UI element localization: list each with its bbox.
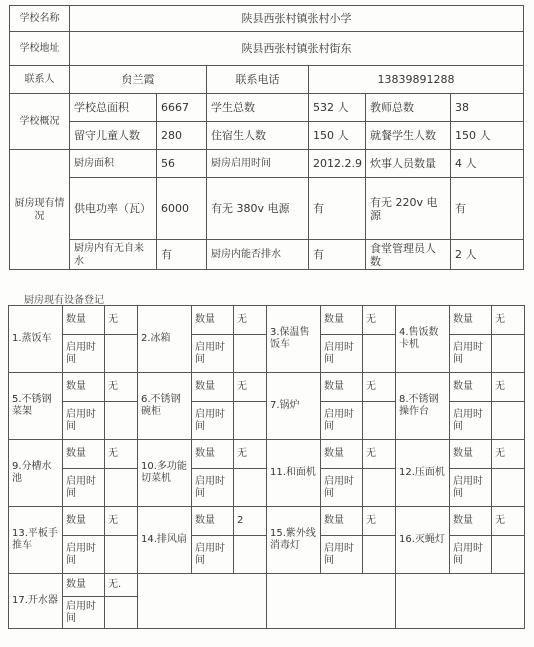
start-date-value [105,469,138,507]
quantity-label: 数量 [192,373,234,402]
dining-label: 就餐学生人数 [366,122,451,150]
quantity-label: 数量 [450,373,492,402]
start-date-value [105,335,138,373]
kitchen-label: 厨房现有情况 [10,150,70,270]
quantity-label: 数量 [63,440,105,469]
cooks: 4 人 [451,150,524,178]
start-date-value [105,597,138,629]
start-date-label: 启用时间 [63,469,105,507]
quantity-value: 无 [363,306,396,335]
boarding: 150 人 [309,122,366,150]
quantity-label: 数量 [192,440,234,469]
start-date-label: 启用时间 [63,402,105,440]
equipment-name: 1.蒸饭车 [9,306,63,373]
water-label: 厨房内有无自来水 [70,240,157,270]
quantity-value: 无. [105,574,138,597]
quantity-label: 数量 [321,306,363,335]
quantity-value: 无 [234,306,267,335]
quantity-value: 2 [234,507,267,536]
teachers-label: 教师总数 [366,94,451,122]
start-date-value [234,335,267,373]
address-label: 学校地址 [10,32,70,66]
start-date-value [105,536,138,574]
v380: 有 [309,178,366,240]
quantity-value: 无 [492,373,525,402]
school-info-table [9,5,524,270]
start-date-value [234,536,267,574]
equipment-name: 7.锅炉 [267,373,321,440]
school-name: 陕县西张村镇张村小学 [70,6,524,32]
start-date-label: 启用时间 [192,402,234,440]
area-label: 学校总面积 [70,94,157,122]
drain-label: 厨房内能否排水 [207,240,309,270]
quantity-label: 数量 [321,440,363,469]
kitchen-date: 2012.2.9 [309,150,366,178]
start-date-label: 启用时间 [63,536,105,574]
quantity-label: 数量 [63,306,105,335]
school-name-label: 学校名称 [10,6,70,32]
drain: 有 [309,240,366,270]
empty-cell [396,574,525,629]
quantity-value: 无 [105,306,138,335]
start-date-label: 启用时间 [63,335,105,373]
students: 532 人 [309,94,366,122]
start-date-value [492,402,525,440]
start-date-value [234,469,267,507]
quantity-label: 数量 [450,507,492,536]
v220-label: 有无 220v 电源 [366,178,451,240]
quantity-value: 无 [363,373,396,402]
area: 6667 [157,94,207,122]
start-date-label: 启用时间 [450,536,492,574]
power: 6000 [157,178,207,240]
start-date-value [234,402,267,440]
equipment-name: 11.和面机 [267,440,321,507]
quantity-label: 数量 [192,306,234,335]
quantity-label: 数量 [63,507,105,536]
quantity-label: 数量 [192,507,234,536]
empty-cell [138,574,267,629]
equipment-name: 6.不锈钢碗柜 [138,373,192,440]
kitchen-area: 56 [157,150,207,178]
equipment-table [8,305,525,629]
contact-label: 联系人 [10,66,70,94]
quantity-label: 数量 [321,507,363,536]
start-date-label: 启用时间 [63,597,105,629]
left-behind: 280 [157,122,207,150]
quantity-label: 数量 [450,440,492,469]
teachers: 38 [451,94,524,122]
canteen-label: 食堂管理员人数 [366,240,451,270]
start-date-value [492,335,525,373]
equipment-name: 16.灭蝇灯 [396,507,450,574]
quantity-value: 无 [492,440,525,469]
contact: 贠兰霞 [70,66,207,94]
start-date-label: 启用时间 [450,469,492,507]
equipment-name: 5.不锈钢菜架 [9,373,63,440]
quantity-label: 数量 [63,574,105,597]
equipment-name: 15.紫外线消毒灯 [267,507,321,574]
quantity-label: 数量 [63,373,105,402]
quantity-value: 无 [234,440,267,469]
quantity-value: 无 [234,373,267,402]
start-date-label: 启用时间 [321,402,363,440]
quantity-value: 无 [492,306,525,335]
start-date-label: 启用时间 [192,536,234,574]
quantity-value: 无 [363,507,396,536]
start-date-value [363,335,396,373]
equipment-name: 3.保温售饭车 [267,306,321,373]
start-date-label: 启用时间 [192,335,234,373]
quantity-value: 无 [105,507,138,536]
left-behind-label: 留守儿童人数 [70,122,157,150]
equipment-name: 12.压面机 [396,440,450,507]
v220: 有 [451,178,524,240]
power-label: 供电功率（瓦） [70,178,157,240]
cooks-label: 炊事人员数量 [366,150,451,178]
kitchen-date-label: 厨房启用时间 [207,150,309,178]
equipment-name: 4.售饭数卡机 [396,306,450,373]
equipment-name: 9.分槽水池 [9,440,63,507]
equipment-name: 10.多功能切菜机 [138,440,192,507]
quantity-value: 无 [105,373,138,402]
phone-label: 联系电话 [207,66,309,94]
start-date-label: 启用时间 [192,469,234,507]
start-date-label: 启用时间 [321,536,363,574]
quantity-value: 无 [492,507,525,536]
start-date-value [363,469,396,507]
start-date-value [492,536,525,574]
equipment-title: 厨房现有设备登记 [24,295,104,306]
quantity-label: 数量 [321,373,363,402]
equipment-name: 8.不锈钢操作台 [396,373,450,440]
quantity-label: 数量 [450,306,492,335]
overview-label: 学校概况 [10,94,70,150]
phone: 13839891288 [309,66,524,94]
start-date-value [105,402,138,440]
start-date-label: 启用时间 [450,335,492,373]
quantity-value: 无 [105,440,138,469]
boarding-label: 住宿生人数 [207,122,309,150]
students-label: 学生总数 [207,94,309,122]
start-date-value [492,469,525,507]
equipment-name: 14.排风扇 [138,507,192,574]
address: 陕县西张村镇张村街东 [70,32,524,66]
water: 有 [157,240,207,270]
dining: 150 人 [451,122,524,150]
empty-cell [267,574,396,629]
equipment-name: 13.平板手推车 [9,507,63,574]
start-date-label: 启用时间 [450,402,492,440]
canteen: 2 人 [451,240,524,270]
start-date-value [363,402,396,440]
kitchen-area-label: 厨房面积 [70,150,157,178]
v380-label: 有无 380v 电源 [207,178,309,240]
equipment-name: 17.开水器 [9,574,63,629]
start-date-label: 启用时间 [321,469,363,507]
equipment-name: 2.冰箱 [138,306,192,373]
start-date-value [363,536,396,574]
start-date-label: 启用时间 [321,335,363,373]
quantity-value: 无 [363,440,396,469]
